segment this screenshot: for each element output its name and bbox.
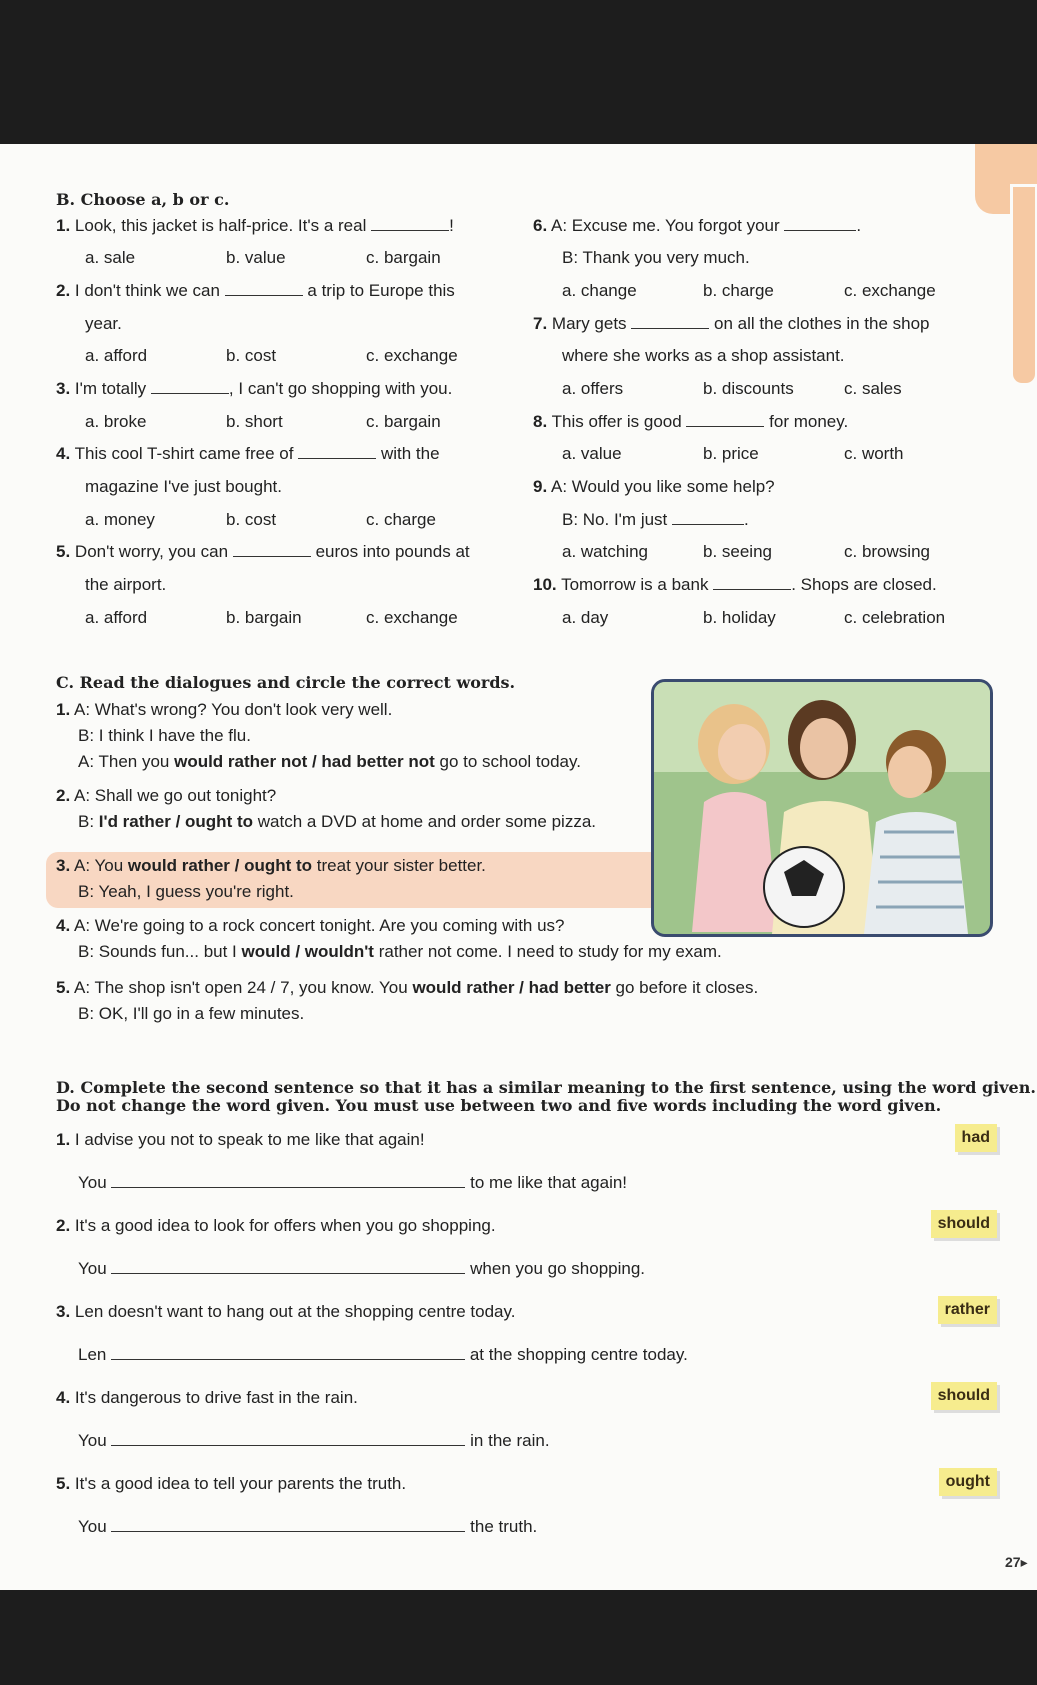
- answer-blank[interactable]: [111, 1345, 465, 1360]
- page-number: 27▸: [1005, 1554, 1028, 1570]
- q5-option-a[interactable]: a. afford: [85, 608, 148, 627]
- q6-option-a[interactable]: a. change: [562, 281, 637, 300]
- dialogue-1-line-2: B: I think I have the flu.: [78, 726, 251, 745]
- dialogue-5-line-1: 5. A: The shop isn't open 24 / 7, you know. You would rather / had better go before it closes.: [56, 978, 759, 997]
- q2-option-b[interactable]: b. cost: [226, 346, 277, 365]
- answer-blank[interactable]: [225, 281, 303, 296]
- q9-option-a[interactable]: a. watching: [562, 542, 648, 561]
- q10-option-a[interactable]: a. day: [562, 608, 609, 627]
- answer-blank[interactable]: [111, 1431, 465, 1446]
- q3-option-b[interactable]: b. short: [226, 412, 283, 431]
- q1-option-b[interactable]: b. value: [226, 248, 286, 267]
- q1-option-c[interactable]: c. bargain: [366, 248, 441, 267]
- question-2: 2. I don't think we can a trip to Europe this: [56, 281, 455, 300]
- transformation-item-answer: You when you go shopping.: [78, 1259, 646, 1278]
- question-10: 10. Tomorrow is a bank . Shops are closed.: [533, 575, 937, 594]
- answer-blank[interactable]: [631, 314, 709, 329]
- answer-blank[interactable]: [784, 216, 856, 231]
- q7-option-b[interactable]: b. discounts: [703, 379, 794, 398]
- q5-option-c[interactable]: c. exchange: [366, 608, 458, 627]
- choice-words[interactable]: I'd rather / ought to: [98, 812, 253, 831]
- q10-option-b[interactable]: b. holiday: [703, 608, 776, 627]
- transformation-item-answer: You the truth.: [78, 1517, 538, 1536]
- question-4: 4. This cool T-shirt came free of with the: [56, 444, 440, 463]
- q7-option-c[interactable]: c. sales: [844, 379, 902, 398]
- q8-option-a[interactable]: a. value: [562, 444, 622, 463]
- answer-blank[interactable]: [111, 1517, 465, 1532]
- dialogue-5-line-2: B: OK, I'll go in a few minutes.: [78, 1004, 305, 1023]
- answer-blank[interactable]: [111, 1173, 465, 1188]
- q1-option-a[interactable]: a. sale: [85, 248, 136, 267]
- dialogue-3-line-2: B: Yeah, I guess you're right.: [78, 882, 294, 901]
- key-word-box: rather: [938, 1296, 997, 1324]
- q4-option-c[interactable]: c. charge: [366, 510, 436, 529]
- q8-option-c[interactable]: c. worth: [844, 444, 904, 463]
- choice-words[interactable]: would rather / had better: [412, 978, 611, 997]
- q2-option-c[interactable]: c. exchange: [366, 346, 458, 365]
- question-7-cont: where she works as a shop assistant.: [562, 346, 845, 365]
- q2-option-a[interactable]: a. afford: [85, 346, 148, 365]
- answer-blank[interactable]: [233, 542, 311, 557]
- transformation-item-answer: Len at the shopping centre today.: [78, 1345, 688, 1364]
- answer-blank[interactable]: [371, 216, 449, 231]
- q8-option-b[interactable]: b. price: [703, 444, 759, 463]
- question-7: 7. Mary gets on all the clothes in the shop: [533, 314, 930, 333]
- question-6: 6. A: Excuse me. You forgot your .: [533, 216, 862, 235]
- key-word-box: had: [955, 1124, 997, 1152]
- q3-option-c[interactable]: c. bargain: [366, 412, 441, 431]
- q10-option-c[interactable]: c. celebration: [844, 608, 946, 627]
- photo-illustration: [654, 682, 990, 934]
- section-c-heading: C. Read the dialogues and circle the correct words.: [56, 673, 516, 692]
- decorative-drip-tail: [1010, 184, 1037, 386]
- q3-option-a[interactable]: a. broke: [85, 412, 147, 431]
- transformation-item-sentence: 5. It's a good idea to tell your parents the truth.: [56, 1474, 407, 1493]
- choice-words[interactable]: would / wouldn't: [241, 942, 374, 961]
- answer-blank[interactable]: [111, 1259, 465, 1274]
- q4-option-a[interactable]: a. money: [85, 510, 155, 529]
- transformation-item-sentence: 4. It's dangerous to drive fast in the rain.: [56, 1388, 358, 1407]
- transformation-item-sentence: 2. It's a good idea to look for offers when you go shopping.: [56, 1216, 496, 1235]
- question-9-cont: B: No. I'm just .: [562, 510, 749, 529]
- dialogue-4-line-1: 4. A: We're going to a rock concert tonight. Are you coming with us?: [56, 916, 565, 935]
- answer-blank[interactable]: [298, 444, 376, 459]
- question-2-cont: year.: [85, 314, 122, 333]
- answer-blank[interactable]: [713, 575, 791, 590]
- question-4-cont: magazine I've just bought.: [85, 477, 282, 496]
- question-5: 5. Don't worry, you can euros into pounds at: [56, 542, 470, 561]
- family-photo: [651, 679, 993, 937]
- dialogue-2-line-1: 2. A: Shall we go out tonight?: [56, 786, 277, 805]
- transformation-item-sentence: 1. I advise you not to speak to me like that again!: [56, 1130, 425, 1149]
- transformation-item-answer: You in the rain.: [78, 1431, 550, 1450]
- key-word-box: should: [931, 1210, 997, 1238]
- question-8: 8. This offer is good for money.: [533, 412, 849, 431]
- dialogue-2-line-2: B: I'd rather / ought to watch a DVD at home and order some pizza.: [78, 812, 597, 831]
- key-word-box: should: [931, 1382, 997, 1410]
- answer-blank[interactable]: [151, 379, 229, 394]
- dialogue-4-line-2: B: Sounds fun... but I would / wouldn't rather not come. I need to study for my exam.: [78, 942, 722, 961]
- q7-option-a[interactable]: a. offers: [562, 379, 624, 398]
- answer-blank[interactable]: [686, 412, 764, 427]
- question-5-cont: the airport.: [85, 575, 167, 594]
- question-3: 3. I'm totally , I can't go shopping with you.: [56, 379, 453, 398]
- q9-option-b[interactable]: b. seeing: [703, 542, 772, 561]
- q6-option-b[interactable]: b. charge: [703, 281, 774, 300]
- question-1: 1. Look, this jacket is half-price. It's a real !: [56, 216, 454, 235]
- q4-option-b[interactable]: b. cost: [226, 510, 277, 529]
- key-word-box: ought: [939, 1468, 997, 1496]
- section-d-heading: D. Complete the second sentence so that it has a similar meaning to the first sentence, using the word given.: [56, 1078, 1036, 1097]
- answer-blank[interactable]: [672, 510, 744, 525]
- dialogue-1-line-3: A: Then you would rather not / had better not go to school today.: [78, 752, 581, 771]
- q5-option-b[interactable]: b. bargain: [226, 608, 302, 627]
- question-6-cont: B: Thank you very much.: [562, 248, 750, 267]
- choice-words[interactable]: would rather / ought to: [127, 856, 313, 875]
- q6-option-c[interactable]: c. exchange: [844, 281, 936, 300]
- q9-option-c[interactable]: c. browsing: [844, 542, 930, 561]
- worksheet-page: [0, 144, 1037, 1590]
- choice-words[interactable]: would rather not / had better not: [174, 752, 435, 771]
- dialogue-1-line-1: 1. A: What's wrong? You don't look very well.: [56, 700, 393, 719]
- dialogue-3-line-1: 3. A: You would rather / ought to treat your sister better.: [56, 856, 486, 875]
- transformation-item-answer: You to me like that again!: [78, 1173, 628, 1192]
- section-b-heading: B. Choose a, b or c.: [56, 190, 230, 209]
- question-9: 9. A: Would you like some help?: [533, 477, 775, 496]
- transformation-item-sentence: 3. Len doesn't want to hang out at the shopping centre today.: [56, 1302, 516, 1321]
- section-d-subheading: Do not change the word given. You must use between two and five words including the word given.: [56, 1096, 942, 1115]
